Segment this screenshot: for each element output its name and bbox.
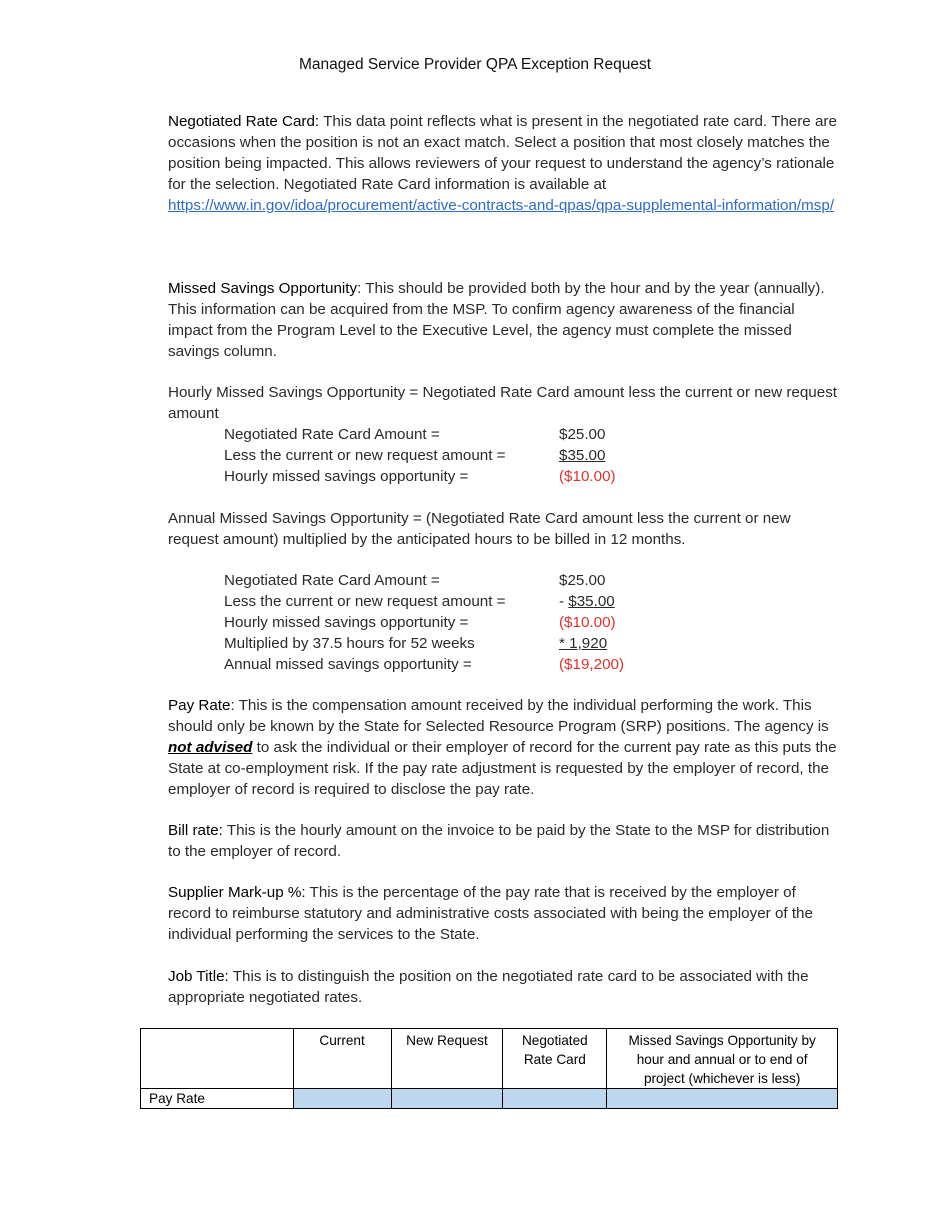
calc-value: * 1,920 [559, 634, 608, 652]
calc-label: Annual missed savings opportunity = [224, 655, 472, 673]
job-title-label: Job Title: [168, 968, 229, 985]
not-advised-emphasis: not advised [168, 738, 253, 756]
bill-rate-label: Bill rate: [168, 822, 223, 839]
pay-rate-label: Pay Rate [168, 697, 231, 714]
calc-row [224, 571, 684, 592]
negotiated-rate-card-paragraph [168, 112, 840, 217]
supplier-markup-paragraph [168, 883, 840, 946]
table-header-row [141, 1029, 838, 1089]
negotiated-rate-card-pay-rate-cell[interactable] [503, 1089, 607, 1109]
hourly-calculation [224, 425, 684, 488]
calc-value [559, 592, 615, 613]
current-pay-rate-cell[interactable] [293, 1089, 391, 1109]
calc-label: Less the current or new request amount = [224, 446, 506, 464]
table-header-cell [141, 1029, 294, 1089]
table-row [141, 1089, 838, 1109]
calc-row [224, 467, 684, 488]
missed-savings-pay-rate-cell[interactable] [607, 1089, 838, 1109]
missed-savings-paragraph [168, 279, 840, 363]
bill-rate-text: This is the hourly amount on the invoice to be paid by the State to the MSP for distribution to the employer of record. [168, 822, 830, 860]
rate-card-link[interactable]: https://www.in.gov/idoa/procurement/active-contracts-and-qpas/qpa-supplemental-information/msp/ [168, 196, 835, 214]
pay-rate-paragraph [168, 696, 840, 801]
calc-label: Hourly missed savings opportunity = [224, 467, 469, 485]
calc-underlined-value: $35.00 [568, 592, 615, 610]
pay-rate-text-before: : This is the compensation amount received by the individual performing the work. This should only be known by the State for Selected Resource Program (SRP) positions. The agency is [168, 697, 829, 735]
annual-calculation [224, 571, 684, 675]
annual-formula: Annual Missed Savings Opportunity = (Negotiated Rate Card amount less the current or new request amount) multiplied by the anticipated hours to be billed in 12 months. [168, 510, 791, 548]
hourly-formula: Hourly Missed Savings Opportunity = Negotiated Rate Card amount less the current or new request amount [168, 384, 838, 422]
missed-savings-text: : This should be provided both by the hour and by the year (annually). This information can be acquired from the MSP. To confirm agency awareness of the financial impact from the Program Level to the Executive Level, the agency must complete the missed savings column. [168, 280, 825, 360]
calc-row [224, 425, 684, 446]
table-header-cell: Negotiated Rate Card [503, 1029, 607, 1089]
calc-label: Hourly missed savings opportunity = [224, 613, 469, 631]
missed-savings-label: Missed Savings Opportunity [168, 280, 358, 297]
job-title-text: This is to distinguish the position on the negotiated rate card to be associated with the appropriate negotiated rates. [168, 968, 809, 1006]
table-header-cell: New Request [391, 1029, 503, 1089]
supplier-markup-text: This is the percentage of the pay rate that is received by the employer of record to reimburse statutory and administrative costs associated with being the employer of the individual performing the services to the State. [168, 884, 813, 943]
page-title: Managed Service Provider QPA Exception Request [298, 56, 652, 73]
negotiated-rate-card-text: This data point reflects what is present in the negotiated rate card. There are occasions when the position is not an exact match. Select a position that most closely matches the position being impacted. This allows reviewers of your request to understand the agency’s rationale for the selection. Negotiated Rate Card information is available at [168, 113, 837, 193]
calc-value: ($10.00) [559, 467, 616, 485]
bill-rate-paragraph [168, 821, 840, 863]
calc-label: Negotiated Rate Card Amount = [224, 426, 440, 443]
calc-row [224, 613, 684, 634]
supplier-markup-label: Supplier Mark-up %: [168, 884, 306, 901]
rate-summary-table [140, 1028, 838, 1109]
calc-label: Negotiated Rate Card Amount = [224, 572, 440, 589]
calc-value: $35.00 [559, 446, 606, 464]
calc-label: Less the current or new request amount = [224, 592, 506, 610]
calc-row [224, 634, 684, 655]
table-row-label: Pay Rate [141, 1089, 294, 1109]
calc-row [224, 446, 684, 467]
calc-value: ($10.00) [559, 613, 616, 631]
pay-rate-text-after: to ask the individual or their employer of record for the current pay rate as this puts the State at co-employment risk. If the pay rate adjustment is requested by the employer of record, the employer of record is required to disclose the pay rate. [168, 738, 837, 798]
calc-label: Multiplied by 37.5 hours for 52 weeks [224, 634, 475, 652]
new-request-pay-rate-cell[interactable] [391, 1089, 503, 1109]
calc-row [224, 592, 684, 613]
table-header-cell: Missed Savings Opportunity by hour and annual or to end of project (whichever is less) [607, 1029, 838, 1089]
calc-value: $25.00 [559, 572, 606, 589]
negotiated-rate-card-label: Negotiated Rate Card: [168, 113, 320, 130]
calc-value: ($19,200) [559, 655, 625, 673]
table-header-cell: Current [293, 1029, 391, 1089]
job-title-paragraph [168, 967, 840, 1009]
calc-row [224, 655, 684, 676]
calc-prefix: - [559, 592, 569, 610]
calc-value: $25.00 [559, 426, 606, 443]
